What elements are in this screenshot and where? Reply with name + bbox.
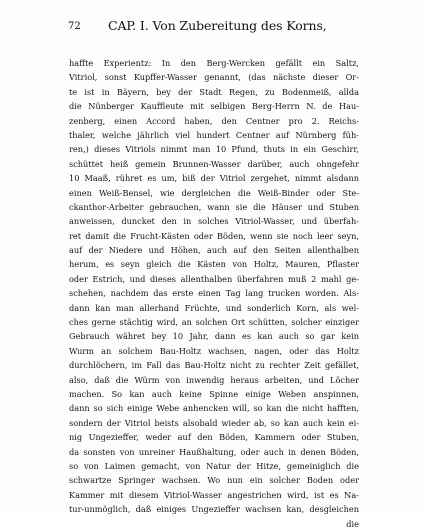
text-line: machen. So kan auch keine Spinne einige Weben anspinnen, [69, 388, 359, 399]
text-line: ret damit die Frucht-Kästen oder Böden, wenn sie noch leer seyn, [69, 230, 359, 241]
text-line: nig Ungezieffer, weder auf den Böden, Kammern oder Stuben, [69, 432, 359, 443]
body-text [69, 56, 359, 531]
page-header [68, 18, 368, 38]
text-line: also, daß die Würm von inwendig heraus arbeiten, und Löcher [69, 374, 359, 385]
page-number: 72 [68, 21, 81, 32]
text-line: da sonsten von unreiner Haußhaltung, oder auch in denen Böden, [69, 446, 359, 457]
text-line: die [346, 518, 359, 529]
text-line: te ist in Bäyern, bey der Stadt Regen, zu Bodenmeiß, allda [69, 86, 359, 97]
text-line: anweissen, duncket den in solches Vitriol-Wasser, und überfah- [69, 216, 359, 227]
text-line: thaler, welche jährlich viel hundert Centner auf Nürnberg füh- [69, 129, 359, 140]
text-line: dann so sich einige Webe anhencken will, so kan die nicht hafften, [69, 403, 359, 414]
text-line: herum, es seyn gleich die Kästen von Holtz, Mauren, Pflaster [69, 259, 359, 270]
text-line: sondern der Vitriol beists alsobald wieder ab, so kan auch kein ei- [69, 417, 359, 428]
text-line: so von Laimen gemacht, von Natur der Hitze, gemeiniglich die [69, 460, 359, 471]
text-line: haffte Experientz: In den Berg-Wercken gefällt ein Saltz, [69, 58, 359, 68]
text-line: tur-unmöglich, daß einiges Ungezieffer wachsen kan, desgleichen [69, 504, 359, 515]
text-line: Vitriol, sonst Kupffer-Wasser genannt, (das nächste dieser Or- [69, 72, 359, 83]
text-line: die Nünberger Kauffleute mit selbigen Berg-Herrn N. de Hau- [69, 101, 359, 112]
text-line: durchlöchern, im Fall das Bau-Holtz nicht zu rechter Zeit gefället, [69, 360, 359, 371]
text-line: ckanthor-Arbeiter gebrauchen, wann sie die Häuser und Stuben [69, 201, 359, 212]
text-line: Gebrauch währet bey 10 Jahr, dann es kan auch so gar kein [69, 331, 359, 342]
text-line: 10 Maaß, rühret es um, biß der Vitriol zergehet, nimmt alsdann [69, 173, 359, 184]
text-line: Kammer mit diesem Vitriol-Wasser angestrichen wird, ist es Na- [69, 489, 359, 500]
running-head: CAP. I. Von Zubereitung des Korns, [108, 18, 327, 33]
text-line: schüttet heiß gemein Brunnen-Wasser darüber, auch ohngefehr [69, 158, 359, 169]
text-line: ches gerne stächtig wird, an solchen Ort schütten, solcher einziger [69, 317, 359, 328]
text-line: auf der Niedere und Höhen, auch auf den Seiten allenthalben [69, 245, 359, 256]
text-line: ren,) dieses Vitriols nimmt man 10 Pfund, thuts in ein Geschirr, [69, 144, 359, 155]
text-line: zenberg, einen Accord haben, den Centner pro 2. Reichs- [69, 115, 359, 126]
text-line: schehen, nachdem das erste einen Tag lang trucken worden. Als- [69, 288, 359, 299]
text-line: dann kan man allerhand Früchte, und sonderlich Korn, als wel- [69, 302, 359, 313]
text-line: Wurm an solchem Bau-Holtz wachsen, nagen, oder das Holtz [69, 345, 359, 356]
text-line: oder Estrich, und dieses allenthalben überfahren muß 2 mahl ge- [69, 273, 359, 284]
text-line: einen Weiß-Bensel, wie dergleichen die Weiß-Binder oder Ste- [69, 187, 359, 198]
text-line: schwartze Springer wachsen. Wo nun ein solcher Boden oder [69, 475, 359, 486]
